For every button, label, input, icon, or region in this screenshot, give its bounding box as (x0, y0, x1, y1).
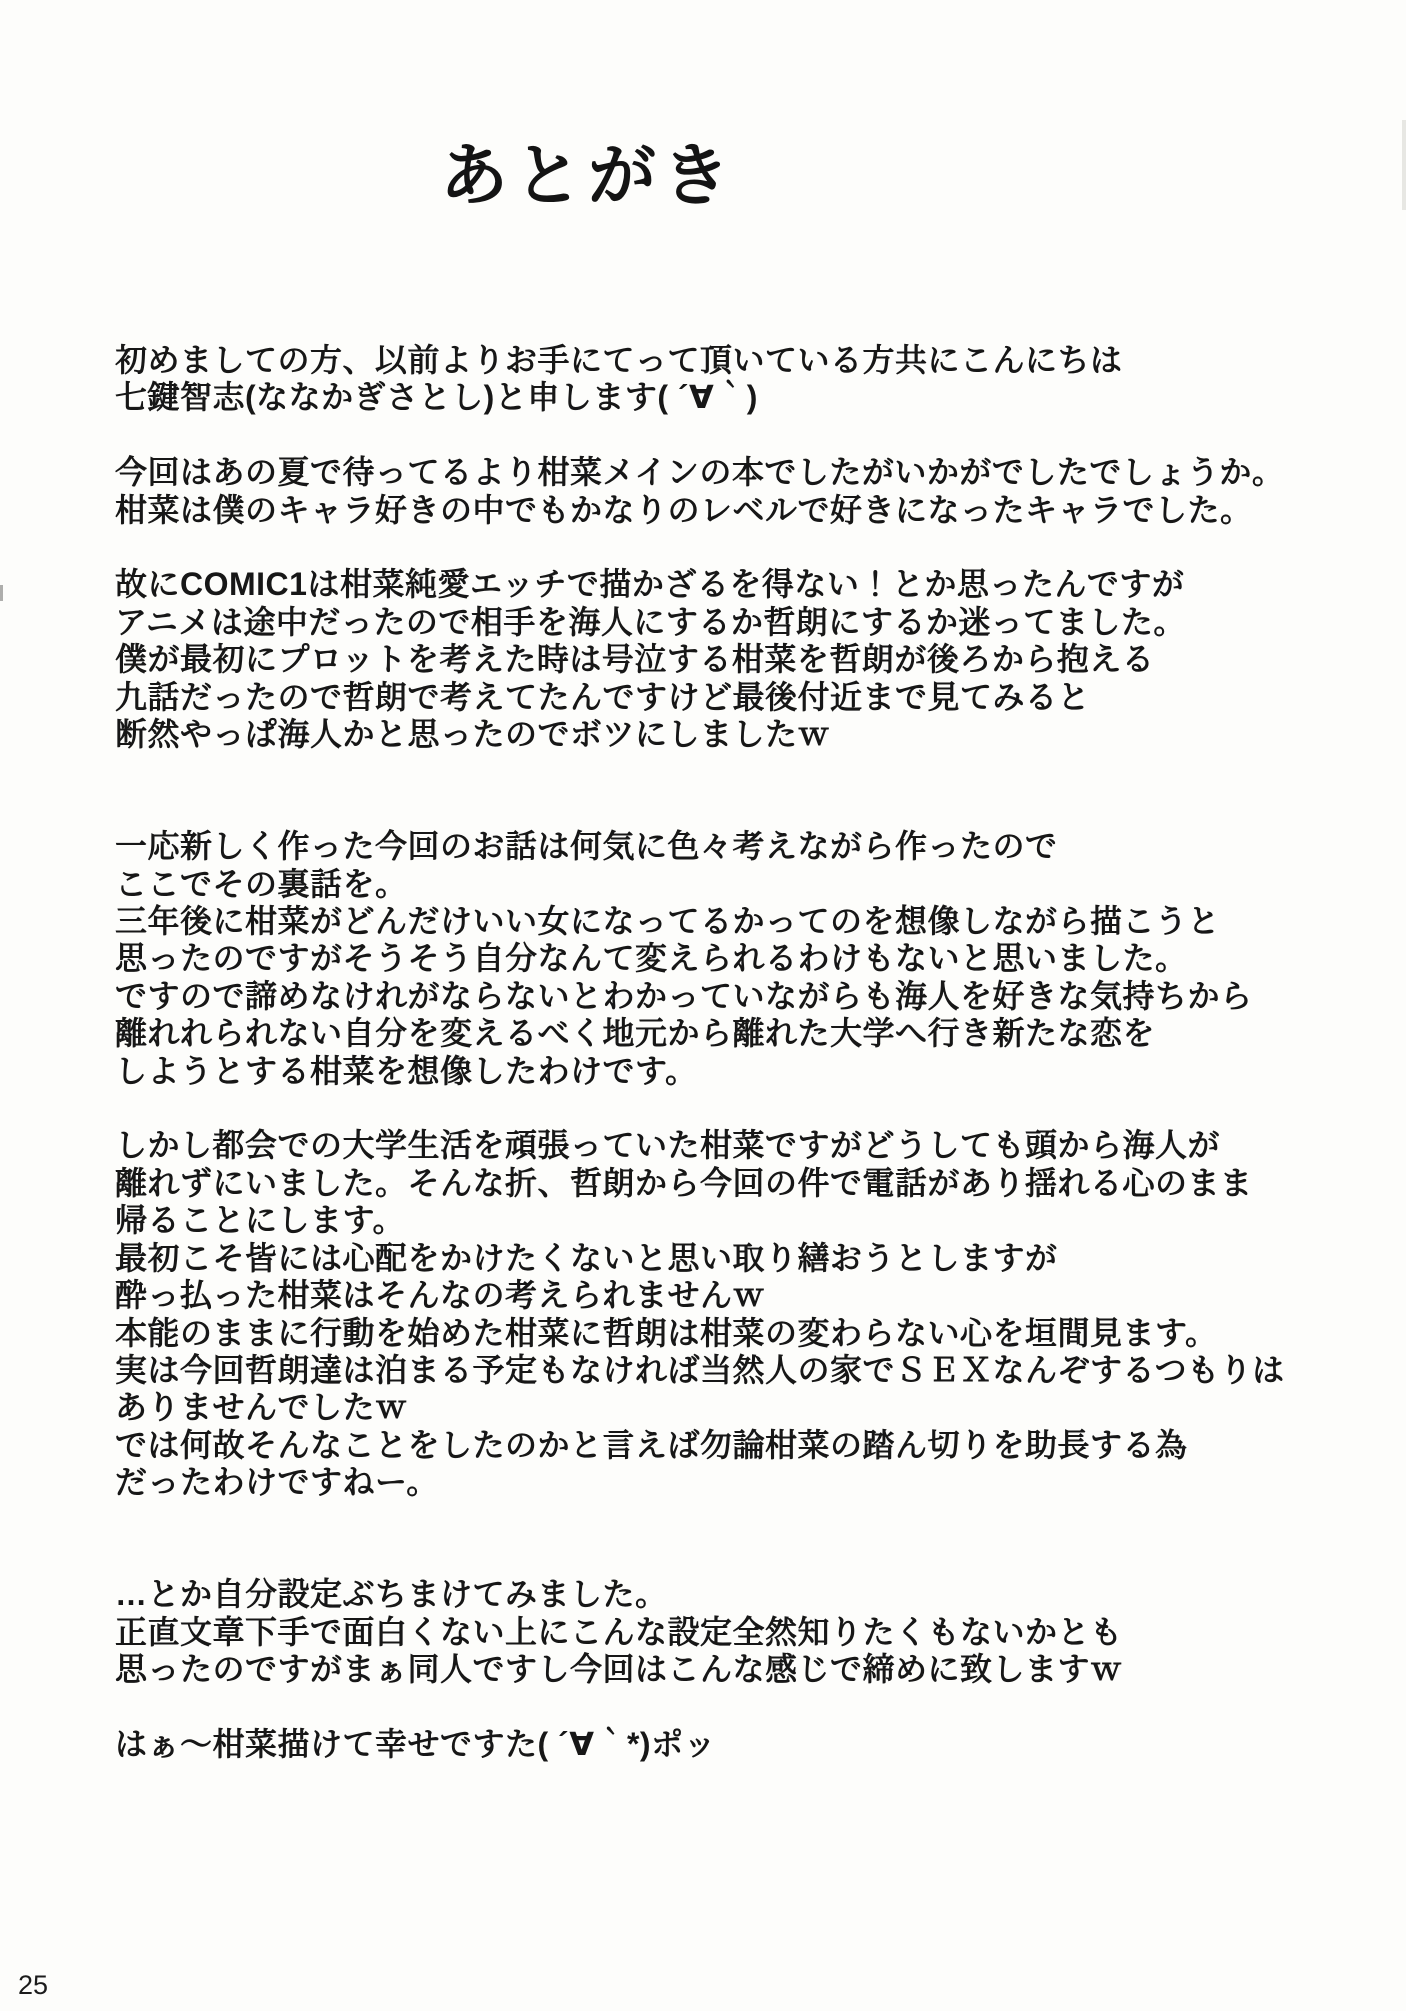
paragraph (115, 828, 1346, 1090)
page-title: あとがき (439, 138, 736, 214)
scan-artifact (0, 585, 3, 601)
paragraph (115, 1127, 1346, 1501)
text-line: では何故そんなことをしたのかと言えば勿論柑菜の踏ん切りを助長する為 (115, 1426, 1188, 1463)
text-line: ですので諦めなけれがならないとわかっていながらも海人を好きな気持ちから (115, 977, 1253, 1014)
text-line: 正直文章下手で面白くない上にこんな設定全然知りたくもないかとも (115, 1613, 1123, 1650)
text-line: しようとする柑菜を想像したわけです。 (115, 1052, 698, 1089)
text-line: 故にCOMIC1は柑菜純愛エッチで描かざるを得ない！とか思ったんですが (115, 566, 1185, 603)
text-line: 本能のままに行動を始めた柑菜に哲朗は柑菜の変わらない心を垣間見ます。 (115, 1314, 1218, 1351)
text-line: アニメは途中だったので相手を海人にするか哲朗にするか迷ってました。 (115, 603, 1186, 640)
text-line: 思ったのですがまぁ同人ですし今回はこんな感じで締めに致しますｗ (115, 1651, 1123, 1688)
text-line: ありませんでしたｗ (115, 1389, 408, 1426)
text-line: 一応新しく作った今回のお話は何気に色々考えながら作ったので (115, 828, 1058, 865)
text-line: 断然やっぱ海人かと思ったのでボツにしましたｗ (115, 716, 831, 753)
text-line: 酔っ払った柑菜はそんなの考えられませんｗ (115, 1277, 766, 1314)
text-line: 離れずにいました。そんな折、哲朗から今回の件で電話があり揺れる心のまま (115, 1164, 1253, 1201)
text-line: 実は今回哲朗達は泊まる予定もなければ当然人の家でＳＥＸなんぞするつもりは (115, 1351, 1285, 1388)
afterword-body (0, 342, 1406, 1763)
text-line: 柑菜は僕のキャラ好きの中でもかなりのレベルで好きになったキャラでした。 (115, 491, 1253, 528)
text-line: 三年後に柑菜がどんだけいい女になってるかってのを想像しながら描こうと (115, 903, 1221, 940)
text-line: ここでその裏話を。 (115, 865, 408, 902)
text-line: だったわけですねー。 (115, 1464, 439, 1501)
text-line: 最初こそ皆には心配をかけたくないと思い取り繕おうとしますが (115, 1239, 1058, 1276)
text-line: 帰ることにします。 (115, 1202, 405, 1239)
text-line: 九話だったので哲朗で考えてたんですけど最後付近まで見てみると (115, 678, 1091, 715)
text-line: しかし都会での大学生活を頑張っていた柑菜ですがどうしても頭から海人が (115, 1127, 1221, 1164)
paragraph (115, 1576, 1346, 1688)
paragraph (115, 1726, 1346, 1763)
paragraph (115, 454, 1346, 529)
paragraph (115, 566, 1346, 753)
paragraph (115, 342, 1346, 417)
page-number: 25 (18, 1970, 49, 2000)
text-line: 初めましての方、以前よりお手にてって頂いている方共にこんにちは (115, 342, 1123, 378)
scan-artifact (1402, 120, 1406, 210)
text-line: はぁ〜柑菜描けて幸せですた( ´∀｀*)ポッ (115, 1725, 717, 1762)
text-line: 思ったのですがそうそう自分なんて変えられるわけもないと思いました。 (115, 940, 1188, 977)
text-line: …とか自分設定ぶちまけてみました。 (115, 1576, 668, 1613)
text-line: 今回はあの夏で待ってるより柑菜メインの本でしたがいかがでしたでしょうか。 (115, 454, 1285, 491)
text-line: 七鍵智志(ななかぎさとし)と申します( ´∀｀) (115, 379, 758, 416)
text-line: 僕が最初にプロットを考えた時は号泣する柑菜を哲朗が後ろから抱える (115, 641, 1155, 678)
text-line: 離れれられない自分を変えるべく地元から離れた大学へ行き新たな恋を (115, 1015, 1156, 1052)
